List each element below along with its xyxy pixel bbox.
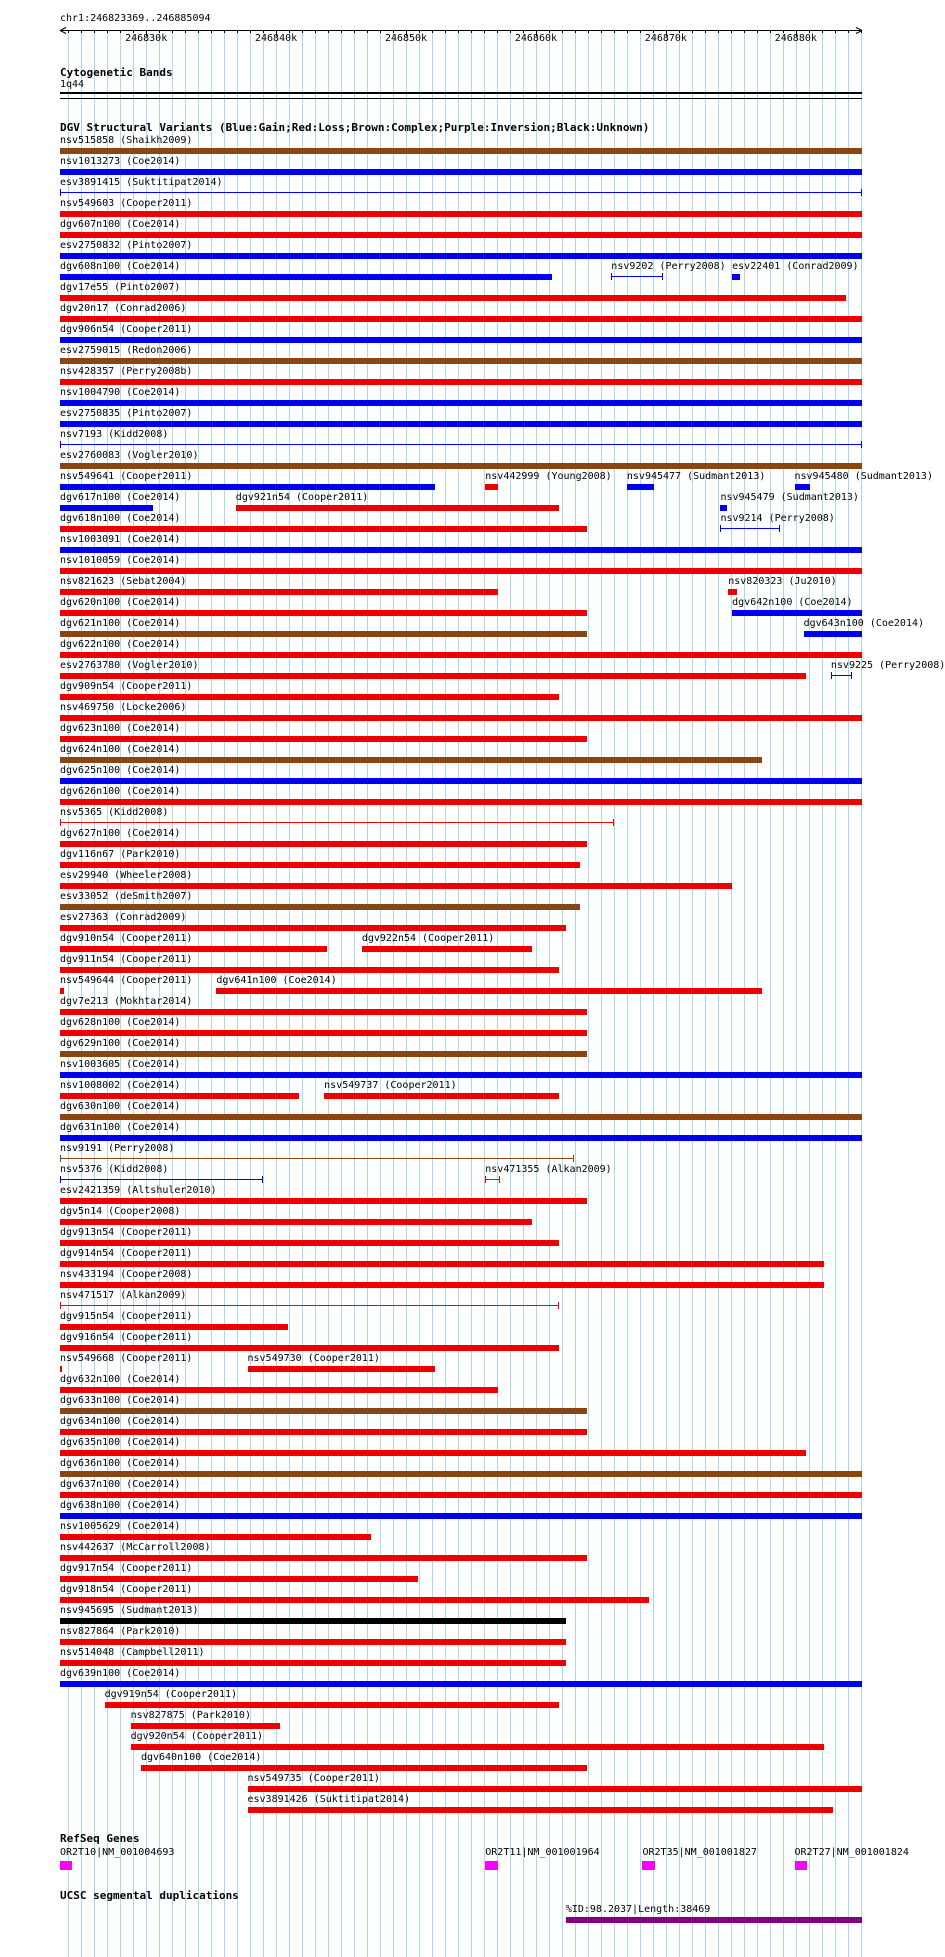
variant-label: nsv515858 (Shaikh2009) (60, 135, 193, 146)
variant-bar[interactable] (60, 379, 862, 385)
variant-label: nsv1003091 (Coe2014) (60, 534, 181, 545)
gene-label: OR2T10|NM_001004693 (60, 1847, 175, 1858)
variant-bar[interactable] (60, 232, 862, 238)
variant-bar[interactable] (60, 925, 566, 931)
variant-bar[interactable] (131, 1744, 825, 1750)
variant-label: dgv20n17 (Conrad2006) (60, 303, 187, 314)
variant-bar[interactable] (105, 1702, 560, 1708)
variant-bar[interactable] (485, 484, 498, 490)
variant-label: dgv911n54 (Cooper2011) (60, 954, 193, 965)
variant-label: nsv9225 (Perry2008) (830, 660, 945, 671)
variant-label: dgv617n100 (Coe2014) (60, 492, 181, 503)
variant-label: dgv917n54 (Cooper2011) (60, 1563, 193, 1574)
variant-bar[interactable] (60, 169, 862, 175)
cytoband-line (60, 92, 862, 94)
variant-end-cap (851, 672, 852, 679)
variant-label: esv33052 (deSmith2007) (60, 891, 193, 902)
variant-bar[interactable] (60, 1093, 299, 1099)
variant-bar[interactable] (60, 526, 587, 532)
variant-bar[interactable] (60, 736, 587, 742)
segdup-track-title: UCSC segmental duplications (60, 1889, 239, 1902)
variant-bar[interactable] (60, 1345, 559, 1351)
variant-bar[interactable] (60, 1324, 288, 1330)
variant-label: dgv634n100 (Coe2014) (60, 1416, 181, 1427)
variant-bar[interactable] (60, 358, 862, 364)
variant-bar[interactable] (60, 883, 732, 889)
variant-label: dgv916n54 (Cooper2011) (60, 1332, 193, 1343)
variant-label: nsv945695 (Sudmant2013) (60, 1605, 199, 1616)
variant-label: dgv913n54 (Cooper2011) (60, 1227, 193, 1238)
variant-end-cap (720, 525, 721, 532)
variant-bar[interactable] (60, 1618, 566, 1624)
variant-label: dgv630n100 (Coe2014) (60, 1101, 181, 1112)
variant-label: dgv639n100 (Coe2014) (60, 1668, 181, 1679)
variant-label: dgv622n100 (Coe2014) (60, 639, 181, 650)
variant-end-cap (831, 672, 832, 679)
variant-label: nsv433194 (Cooper2008) (60, 1269, 193, 1280)
variant-bar[interactable] (720, 528, 780, 529)
variant-label: dgv922n54 (Cooper2011) (361, 933, 495, 944)
variant-label: esv27363 (Conrad2009) (60, 912, 187, 923)
variant-label: dgv635n100 (Coe2014) (60, 1437, 181, 1448)
ruler-tick-label: 246880k (774, 33, 817, 44)
variant-bar[interactable] (60, 967, 559, 973)
variant-bar[interactable] (485, 1179, 499, 1180)
variant-label: nsv821623 (Sebat2004) (60, 576, 187, 587)
variant-label: nsv549603 (Cooper2011) (60, 198, 193, 209)
variant-bar[interactable] (60, 463, 862, 469)
variant-bar[interactable] (60, 1261, 824, 1267)
variant-bar[interactable] (141, 1765, 587, 1771)
cytoband-divider (60, 98, 862, 99)
variant-bar[interactable] (60, 1135, 862, 1141)
variant-label: nsv5365 (Kidd2008) (60, 807, 169, 818)
variant-label: dgv642n100 (Coe2014) (732, 597, 853, 608)
variant-bar[interactable] (60, 421, 862, 427)
variant-bar[interactable] (728, 589, 737, 595)
variant-bar[interactable] (60, 1179, 263, 1180)
variant-label: dgv906n54 (Cooper2011) (60, 324, 193, 335)
variant-label: nsv471517 (Alkan2009) (60, 1290, 187, 1301)
variant-bar[interactable] (60, 1009, 587, 1015)
variant-bar[interactable] (60, 822, 614, 823)
segdup-bar[interactable] (566, 1917, 862, 1923)
variant-label: nsv1010059 (Coe2014) (60, 555, 181, 566)
variant-label: dgv921n54 (Cooper2011) (235, 492, 369, 503)
dgv-track-title: DGV Structural Variants (Blue:Gain;Red:Loss;Brown:Complex;Purple:Inversion;Black:Unknown) (60, 121, 650, 134)
variant-bar[interactable] (60, 1555, 587, 1561)
variant-label: nsv5376 (Kidd2008) (60, 1164, 169, 1175)
variant-bar[interactable] (60, 673, 806, 679)
variant-bar[interactable] (804, 631, 862, 637)
variant-bar[interactable] (60, 1051, 587, 1057)
variant-bar[interactable] (60, 1408, 587, 1414)
variant-label: nsv945479 (Sudmant2013) (720, 492, 859, 503)
variant-bar[interactable] (60, 778, 862, 784)
variant-label: dgv620n100 (Coe2014) (60, 597, 181, 608)
ruler-tick-label: 246830k (125, 33, 168, 44)
variant-bar[interactable] (60, 547, 862, 553)
variant-end-cap (573, 1155, 574, 1162)
variant-label: esv3891426 (Suktitipat2014) (247, 1794, 411, 1805)
variant-bar[interactable] (60, 568, 862, 574)
variant-label: nsv9202 (Perry2008) (611, 261, 726, 272)
variant-end-cap (60, 441, 61, 448)
variant-label: dgv915n54 (Cooper2011) (60, 1311, 193, 1322)
variant-label: esv2750835 (Pinto2007) (60, 408, 193, 419)
variant-label: dgv919n54 (Cooper2011) (104, 1689, 238, 1700)
variant-bar[interactable] (362, 946, 532, 952)
variant-label: nsv549641 (Cooper2011) (60, 471, 193, 482)
variant-label: nsv7193 (Kidd2008) (60, 429, 169, 440)
variant-label: nsv9214 (Perry2008) (720, 513, 835, 524)
variant-end-cap (60, 1302, 61, 1309)
variant-bar[interactable] (60, 1366, 62, 1372)
variant-label: nsv945480 (Sudmant2013) (794, 471, 933, 482)
variant-label: nsv428357 (Perry2008b) (60, 366, 193, 377)
variant-label: nsv442637 (McCarroll2008) (60, 1542, 211, 1553)
variant-label: dgv5n14 (Cooper2008) (60, 1206, 181, 1217)
variant-bar[interactable] (324, 1093, 559, 1099)
variant-label: nsv1008002 (Coe2014) (60, 1080, 181, 1091)
variant-end-cap (485, 1176, 486, 1183)
variant-bar[interactable] (248, 1786, 862, 1792)
variant-bar[interactable] (60, 904, 580, 910)
variant-end-cap (262, 1176, 263, 1183)
variant-label: nsv1005629 (Coe2014) (60, 1521, 181, 1532)
variant-label: dgv623n100 (Coe2014) (60, 723, 181, 734)
variant-bar[interactable] (60, 1072, 862, 1078)
variant-label: dgv626n100 (Coe2014) (60, 786, 181, 797)
ruler-tick-label: 246870k (644, 33, 687, 44)
variant-label: esv2750832 (Pinto2007) (60, 240, 193, 251)
variant-bar[interactable] (60, 652, 862, 658)
variant-label: nsv1004790 (Coe2014) (60, 387, 181, 398)
variant-bar[interactable] (60, 337, 862, 343)
variant-label: nsv549735 (Cooper2011) (247, 1773, 380, 1784)
variant-label: dgv607n100 (Coe2014) (60, 219, 181, 230)
variant-bar[interactable] (795, 484, 811, 490)
variant-bar[interactable] (60, 589, 498, 595)
variant-label: dgv920n54 (Cooper2011) (130, 1731, 264, 1742)
variant-label: nsv514048 (Campbell2011) (60, 1647, 205, 1658)
variant-bar[interactable] (732, 274, 740, 280)
variant-label: dgv627n100 (Coe2014) (60, 828, 181, 839)
variant-end-cap (558, 1302, 559, 1309)
variant-bar[interactable] (60, 1450, 806, 1456)
cytoband-label: 1q44 (60, 79, 85, 90)
variant-label: nsv442999 (Young2008) (485, 471, 612, 482)
variant-bar[interactable] (60, 841, 587, 847)
variant-label: dgv625n100 (Coe2014) (60, 765, 181, 776)
variant-bar[interactable] (60, 192, 862, 193)
variant-bar[interactable] (60, 400, 862, 406)
variant-label: dgv631n100 (Coe2014) (60, 1122, 181, 1133)
variant-bar[interactable] (60, 1198, 587, 1204)
variant-bar[interactable] (60, 316, 862, 322)
gene-label: OR2T35|NM_001001827 (642, 1847, 757, 1858)
variant-bar[interactable] (60, 295, 846, 301)
variant-bar[interactable] (60, 211, 862, 217)
segdup-label: %ID:98.2037|Length:38469 (565, 1904, 711, 1915)
variant-label: esv2421359 (Altshuler2010) (60, 1185, 217, 1196)
variant-label: dgv116n67 (Park2010) (60, 849, 181, 860)
variant-label: esv29940 (Wheeler2008) (60, 870, 193, 881)
variant-bar[interactable] (60, 1639, 566, 1645)
variant-label: dgv618n100 (Coe2014) (60, 513, 181, 524)
variant-bar[interactable] (60, 1471, 862, 1477)
variant-bar[interactable] (60, 946, 327, 952)
gene-label: OR2T11|NM_001001964 (485, 1847, 600, 1858)
variant-bar[interactable] (248, 1366, 435, 1372)
variant-end-cap (60, 1176, 61, 1183)
variant-label: dgv918n54 (Cooper2011) (60, 1584, 193, 1595)
variant-bar[interactable] (60, 694, 559, 700)
ruler-tick-label: 246850k (384, 33, 428, 44)
variant-bar[interactable] (248, 1807, 834, 1813)
variant-label: esv22401 (Conrad2009) (732, 261, 859, 272)
variant-end-cap (779, 525, 780, 532)
variant-end-cap (60, 1155, 61, 1162)
variant-bar[interactable] (60, 148, 862, 154)
variant-bar[interactable] (60, 1513, 862, 1519)
variant-label: nsv945477 (Sudmant2013) (626, 471, 766, 482)
variant-end-cap (662, 273, 663, 280)
variant-label: nsv827875 (Park2010) (130, 1710, 251, 1721)
variant-label: dgv7e213 (Mokhtar2014) (60, 996, 193, 1007)
variant-bar[interactable] (60, 1534, 371, 1540)
variant-bar[interactable] (60, 799, 862, 805)
variant-bar[interactable] (60, 274, 552, 280)
variant-bar[interactable] (216, 988, 762, 994)
gene-bar[interactable] (60, 1861, 72, 1870)
variant-bar[interactable] (60, 444, 862, 445)
variant-bar[interactable] (60, 1429, 587, 1435)
variant-label: dgv909n54 (Cooper2011) (60, 681, 193, 692)
variant-label: nsv1013273 (Coe2014) (60, 156, 181, 167)
variant-label: nsv549644 (Cooper2011) (60, 975, 193, 986)
variant-bar[interactable] (60, 1219, 532, 1225)
variant-label: dgv636n100 (Coe2014) (60, 1458, 181, 1469)
variant-label: nsv820323 (Ju2010) (728, 576, 837, 587)
variant-bar[interactable] (131, 1723, 280, 1729)
gene-bar[interactable] (485, 1861, 498, 1870)
variant-label: nsv9191 (Perry2008) (60, 1143, 175, 1154)
coordinate-label: chr1:246823369..246885094 (60, 13, 211, 24)
variant-bar[interactable] (60, 1282, 824, 1288)
variant-bar[interactable] (236, 505, 560, 511)
variant-label: dgv629n100 (Coe2014) (60, 1038, 181, 1049)
variant-bar[interactable] (60, 988, 64, 994)
variant-label: nsv549668 (Cooper2011) (60, 1353, 193, 1364)
gene-bar[interactable] (642, 1861, 655, 1870)
variant-label: dgv910n54 (Cooper2011) (60, 933, 193, 944)
gene-bar[interactable] (795, 1861, 807, 1870)
variant-label: nsv469750 (Locke2006) (60, 702, 187, 713)
variant-bar[interactable] (60, 1387, 498, 1393)
variant-label: nsv549737 (Cooper2011) (324, 1080, 457, 1091)
variant-label: dgv632n100 (Coe2014) (60, 1374, 181, 1385)
variant-bar[interactable] (60, 253, 862, 259)
cytoband-track-title: Cytogenetic Bands (60, 66, 173, 79)
variant-label: dgv608n100 (Coe2014) (60, 261, 181, 272)
variant-label: esv2763780 (Vogler2010) (60, 660, 199, 671)
variant-label: nsv827864 (Park2010) (60, 1626, 181, 1637)
variant-label: dgv621n100 (Coe2014) (60, 618, 181, 629)
variant-label: nsv471355 (Alkan2009) (485, 1164, 612, 1175)
ruler-tick-label: 246840k (255, 33, 298, 44)
variant-label: dgv641n100 (Coe2014) (216, 975, 337, 986)
variant-label: esv3891415 (Suktitipat2014) (60, 177, 223, 188)
variant-label: esv2759015 (Redon2006) (60, 345, 193, 356)
variant-bar[interactable] (831, 675, 852, 676)
variant-bar[interactable] (732, 610, 862, 616)
variant-label: dgv643n100 (Coe2014) (803, 618, 925, 629)
variant-label: dgv628n100 (Coe2014) (60, 1017, 181, 1028)
variant-bar[interactable] (60, 1576, 418, 1582)
gene-label: OR2T27|NM_001001824 (794, 1847, 909, 1858)
variant-bar[interactable] (60, 1597, 649, 1603)
variant-label: dgv640n100 (Coe2014) (140, 1752, 262, 1763)
variant-end-cap (613, 819, 614, 826)
variant-bar[interactable] (60, 1158, 574, 1159)
variant-bar[interactable] (60, 610, 587, 616)
ruler-tick-label: 246860k (514, 33, 558, 44)
variant-end-cap (861, 189, 862, 196)
variant-end-cap (611, 273, 612, 280)
variant-end-cap (60, 819, 61, 826)
variant-label: dgv914n54 (Cooper2011) (60, 1248, 193, 1259)
variant-end-cap (60, 189, 61, 196)
variant-bar[interactable] (60, 1240, 559, 1246)
variant-bar[interactable] (60, 1305, 559, 1306)
variant-label: dgv638n100 (Coe2014) (60, 1500, 181, 1511)
variant-bar[interactable] (60, 1114, 862, 1120)
variant-label: dgv17e55 (Pinto2007) (60, 282, 181, 293)
variant-label: dgv633n100 (Coe2014) (60, 1395, 181, 1406)
variant-label: nsv549730 (Cooper2011) (247, 1353, 380, 1364)
variant-bar[interactable] (60, 1030, 587, 1036)
variant-bar[interactable] (60, 1660, 566, 1666)
variant-bar[interactable] (60, 862, 580, 868)
variant-end-cap (499, 1176, 500, 1183)
variant-bar[interactable] (60, 715, 862, 721)
variant-bar[interactable] (611, 276, 663, 277)
variant-label: nsv1003605 (Coe2014) (60, 1059, 181, 1070)
variant-label: dgv637n100 (Coe2014) (60, 1479, 181, 1490)
variant-bar[interactable] (60, 1681, 862, 1687)
variant-bar[interactable] (60, 484, 435, 490)
variant-bar[interactable] (60, 757, 762, 763)
variant-bar[interactable] (720, 505, 726, 511)
variant-bar[interactable] (60, 631, 587, 637)
variant-bar[interactable] (627, 484, 654, 490)
variant-label: esv2760083 (Vogler2010) (60, 450, 199, 461)
variant-bar[interactable] (60, 505, 153, 511)
variant-label: dgv624n100 (Coe2014) (60, 744, 181, 755)
variant-bar[interactable] (60, 1492, 862, 1498)
variant-end-cap (861, 441, 862, 448)
refseq-track-title: RefSeq Genes (60, 1832, 140, 1845)
